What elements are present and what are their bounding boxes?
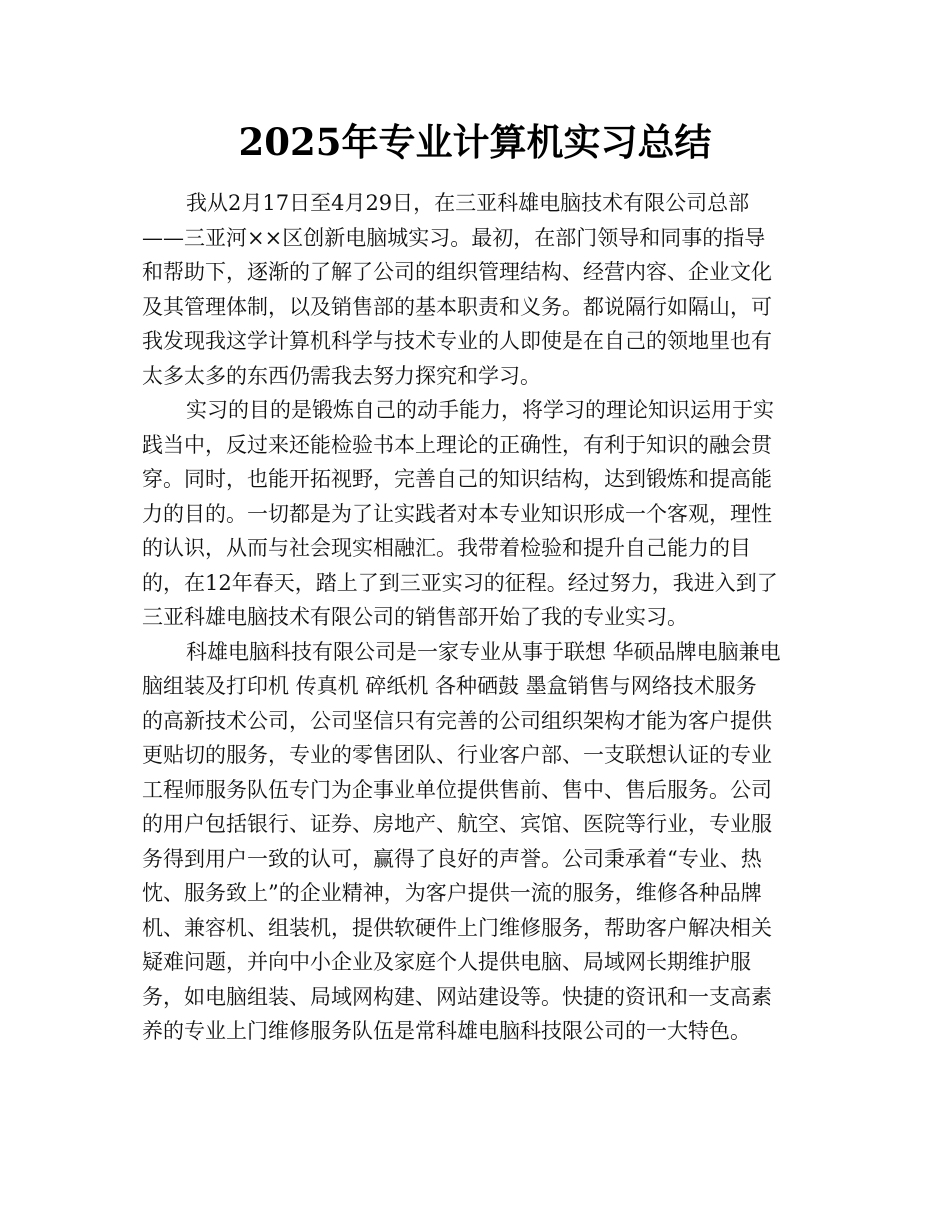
paragraph-line: 脑组装及打印机 传真机 碎纸机 各种硒鼓 墨盒销售与网络技术服务 — [142, 674, 757, 698]
paragraph-line: 机、兼容机、组装机，提供软硬件上门维修服务，帮助客户解决相关 — [142, 915, 772, 940]
paragraph-line: ——三亚河××区创新电脑城实习。最初，在部门领导和同事的指导 — [142, 225, 766, 250]
document-title: 2025年专业计算机实习总结 — [238, 120, 712, 164]
paragraph-line: 和帮助下，逐渐的了解了公司的组织管理结构、经营内容、企业文化 — [142, 260, 772, 284]
paragraph-line: 的认识，从而与社会现实相融汇。我带着检验和提升自己能力的目 — [142, 536, 751, 560]
paragraph-line: 养的专业上门维修服务队伍是常科雄电脑科技限公司的一大特色。 — [142, 1019, 751, 1043]
paragraph-line: 忱、服务致上”的企业精神，为客户提供一流的服务，维修各种品牌 — [142, 881, 762, 905]
document-body — [142, 186, 802, 1049]
paragraph-line: 太多太多的东西仍需我去努力探究和学习。 — [142, 363, 541, 388]
paragraph-line: 力的目的。一切都是为了让实践者对本专业知识形成一个客观，理性 — [142, 501, 772, 526]
paragraph-line: 科雄电脑科技有限公司是一家专业从事于联想 华硕品牌电脑兼电 — [186, 639, 781, 664]
paragraph-1 — [142, 186, 802, 393]
paragraph-3 — [142, 635, 802, 1049]
paragraph-line: 三亚科雄电脑技术有限公司的销售部开始了我的专业实习。 — [142, 605, 688, 629]
paragraph-line: 实习的目的是锻炼自己的动手能力，将学习的理论知识运用于实 — [186, 398, 774, 422]
paragraph-line: 务，如电脑组装、局域网构建、网站建设等。快捷的资讯和一支高素 — [142, 984, 772, 1009]
paragraph-line: 穿。同时，也能开拓视野，完善自己的知识结构，达到锻炼和提高能 — [142, 467, 772, 491]
paragraph-line: 的，在12年春天，踏上了到三亚实习的征程。经过努力，我进入到了 — [142, 570, 778, 595]
paragraph-line: 践当中，反过来还能检验书本上理论的正确性，有利于知识的融会贯 — [142, 432, 772, 457]
paragraph-line: 及其管理体制，以及销售部的基本职责和义务。都说隔行如隔山，可 — [142, 294, 772, 319]
paragraph-line: 的高新技术公司，公司坚信只有完善的公司组织架构才能为客户提供 — [142, 708, 772, 733]
paragraph-line: 更贴切的服务，专业的零售团队、行业客户部、一支联想认证的专业 — [142, 743, 772, 767]
paragraph-line: 我从2月17日至4月29日，在三亚科雄电脑技术有限公司总部 — [186, 191, 750, 215]
paragraph-line: 疑难问题，并向中小企业及家庭个人提供电脑、局域网长期维护服 — [142, 950, 751, 974]
paragraph-line: 的用户包括银行、证券、房地产、航空、宾馆、医院等行业，专业服 — [142, 812, 772, 836]
paragraph-line: 工程师服务队伍专门为企事业单位提供售前、售中、售后服务。公司 — [142, 777, 772, 802]
paragraph-2 — [142, 393, 802, 635]
paragraph-line: 务得到用户一致的认可，赢得了良好的声誉。公司秉承着“专业、热 — [142, 846, 762, 871]
paragraph-line: 我发现我这学计算机科学与技术专业的人即使是在自己的领地里也有 — [142, 329, 772, 353]
